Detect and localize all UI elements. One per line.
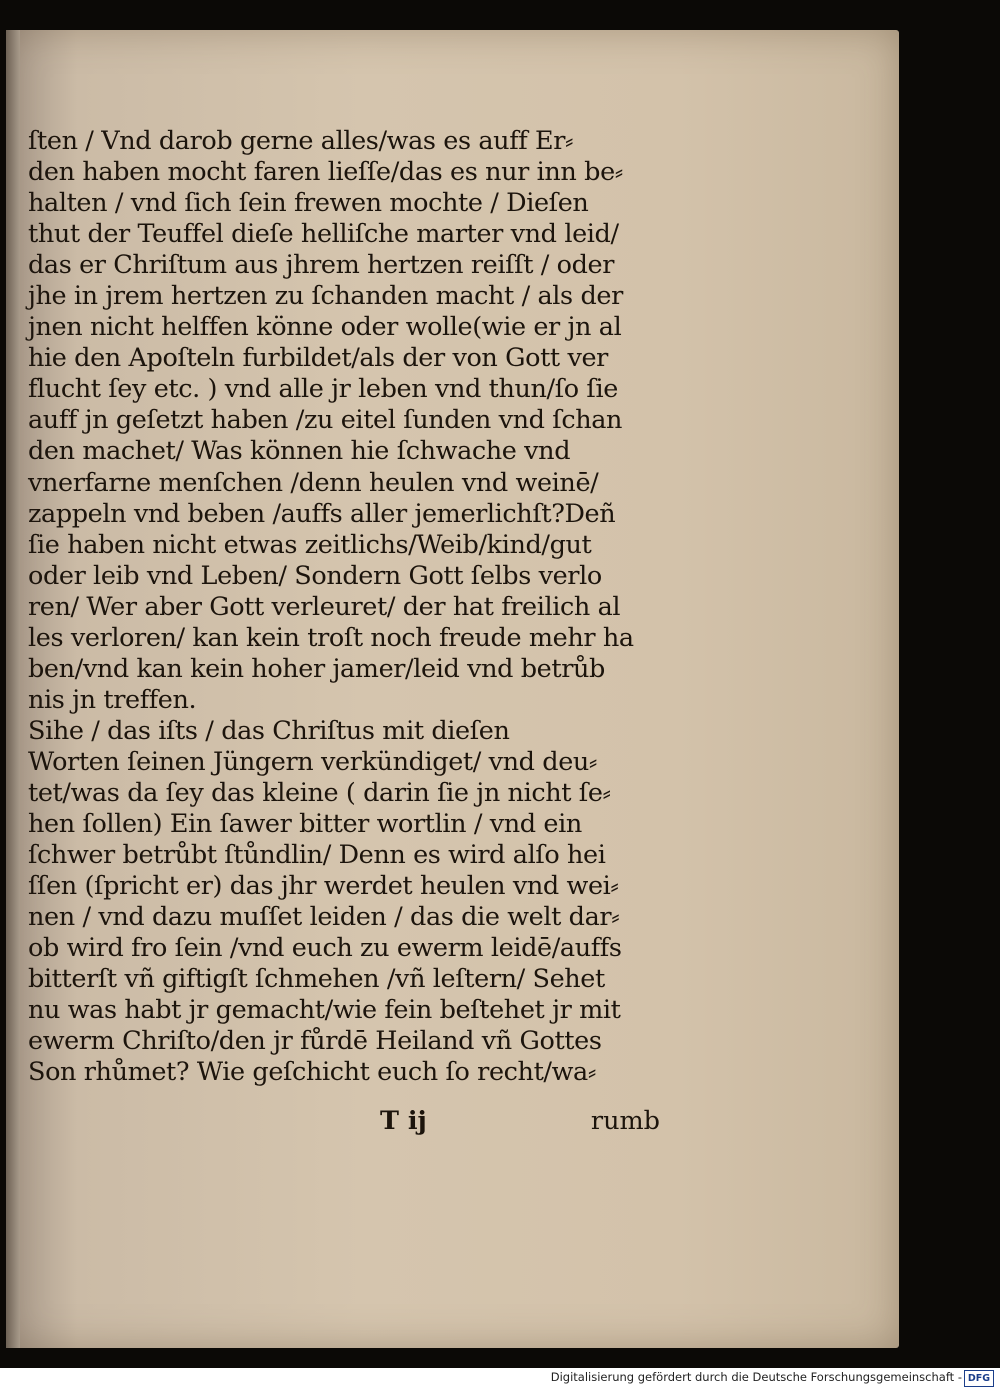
text-line: nen / vnd dazu muſſet leiden / das die welt dar⸗ xyxy=(28,902,620,933)
text-line: ben/vnd kan kein hoher jamer/leid vnd betrůb xyxy=(28,653,605,684)
text-line: den machet/ Was können hie ſchwache vnd xyxy=(28,436,571,467)
text-line: Sihe / das iſts / das Chriſtus mit dieſen xyxy=(28,715,510,746)
text-line: ſchwer betrůbt ſtůndlin/ Denn es wird alſo hei xyxy=(28,840,606,871)
text-line: Son rhůmet? Wie geſchicht euch ſo recht/wa⸗ xyxy=(28,1057,596,1088)
text-line: thut der Teuffel dieſe helliſche marter vnd leid/ xyxy=(28,219,619,250)
text-line: bitterſt vñ giftigſt ſchmehen /vñ leſtern/ Sehet xyxy=(28,964,605,995)
page-text xyxy=(28,126,668,1088)
page-gutter-edge xyxy=(6,30,20,1348)
text-line: ren/ Wer aber Gott verleuret/ der hat freilich al xyxy=(28,591,621,622)
text-line: auff jn geſetzt haben /zu eitel ſunden vnd ſchan xyxy=(28,405,623,436)
text-line: das er Chriſtum aus jhrem hertzen reiſſt / oder xyxy=(28,250,615,281)
signature-mark: T ij xyxy=(380,1106,427,1136)
text-line: hie den Apoſteln furbildet/als der von Gott ver xyxy=(28,343,608,374)
text-line: nu was habt jr gemacht/wie fein beſtehet jr mit xyxy=(28,995,621,1026)
text-line: ſie haben nicht etwas zeitlichs/Weib/kind/gut xyxy=(28,529,592,560)
text-line: vnerfarne menſchen /denn heulen vnd weinē/ xyxy=(28,467,599,498)
text-line: hen ſollen) Ein ſawer bitter wortlin / vnd ein xyxy=(28,809,582,840)
text-line: flucht ſey etc. ) vnd alle jr leben vnd thun/ſo ſie xyxy=(28,374,618,405)
text-line: les verloren/ kan kein troſt noch freude mehr ha xyxy=(28,622,634,653)
funding-credit: Digitalisierung gefördert durch die Deutsche Forschungsgemeinschaft - xyxy=(550,1370,962,1384)
dfg-logo: DFG xyxy=(964,1370,994,1387)
text-line: oder leib vnd Leben/ Sondern Gott ſelbs verlo xyxy=(28,560,602,591)
text-line: ob wird fro ſein /vnd euch zu ewerm leidē/auffs xyxy=(28,933,622,964)
text-line: ewerm Chriſto/den jr fůrdē Heiland vñ Gottes xyxy=(28,1026,602,1057)
text-line: den haben mocht faren lieſſe/das es nur inn be⸗ xyxy=(28,157,623,188)
text-line: jnen nicht helffen könne oder wolle(wie er jn al xyxy=(28,312,622,343)
catchword: rumb xyxy=(590,1106,660,1136)
text-line: tet/was da ſey das kleine ( darin ſie jn nicht ſe⸗ xyxy=(28,777,611,808)
text-line: ſten / Vnd darob gerne alles/was es auff Er⸗ xyxy=(28,126,574,156)
text-line: zappeln vnd beben /auffs aller jemerlichſt?Deñ xyxy=(28,498,616,529)
page-footer xyxy=(380,1106,660,1142)
text-line: nis jn treffen. xyxy=(28,684,197,715)
text-line: Worten ſeinen Jüngern verkündiget/ vnd deu⸗ xyxy=(28,746,598,777)
text-line: halten / vnd ſich ſein frewen mochte / Dieſen xyxy=(28,188,589,219)
text-line: ſſen (ſpricht er) das jhr werdet heulen vnd wei⸗ xyxy=(28,871,619,902)
text-line: jhe in jrem hertzen zu ſchanden macht / als der xyxy=(28,281,623,312)
credit-bar xyxy=(0,1368,1000,1389)
